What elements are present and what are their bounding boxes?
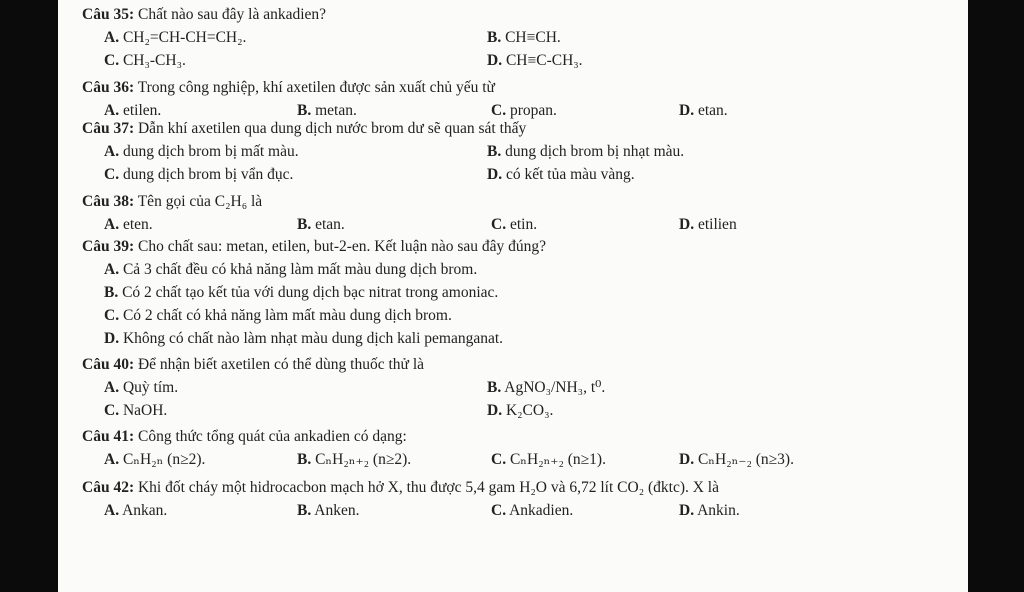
question-text: Cho chất sau: metan, etilen, but-2-en. Kết luận nào sau đây đúng? — [137, 238, 547, 255]
option-text: CH₃-CH₃. — [122, 52, 186, 69]
option-text: eten. — [122, 216, 153, 233]
option-d — [104, 330, 503, 348]
option-text: CH≡CH. — [505, 29, 561, 46]
option-b — [104, 284, 498, 302]
option-label: A. — [104, 216, 120, 233]
option-text: CₙH₂ₙ₋₂ (n≥3). — [697, 451, 794, 468]
option-text: Ankin. — [697, 502, 740, 519]
option-text: Cả 3 chất đều có khả năng làm mất màu dung dịch brom. — [122, 261, 478, 278]
option-b — [297, 451, 411, 469]
option-label: C. — [491, 102, 507, 119]
option-label: B. — [487, 29, 502, 46]
option-b — [487, 29, 561, 47]
option-b — [487, 143, 684, 161]
question-text: Công thức tổng quát của ankadien có dạng: — [137, 428, 407, 445]
option-b — [487, 379, 605, 397]
option-b — [297, 102, 357, 120]
question-text: Khi đốt cháy một hidrocacbon mạch hở X, thu được 5,4 gam H₂O và 6,72 lít CO₂ (đktc). X là — [137, 479, 719, 496]
option-label: D. — [679, 102, 695, 119]
option-text: dung dịch brom bị mất màu. — [122, 143, 299, 160]
option-text: etan. — [315, 216, 345, 233]
option-label: D. — [679, 216, 695, 233]
question-number: Câu 38: — [82, 193, 135, 210]
option-label: D. — [679, 502, 695, 519]
option-text: etilien — [697, 216, 737, 233]
option-label: A. — [104, 102, 120, 119]
question-38 — [82, 193, 262, 211]
option-label: B. — [487, 379, 502, 396]
option-c — [104, 52, 186, 70]
option-text: etan. — [697, 102, 728, 119]
option-text: Không có chất nào làm nhạt màu dung dịch kali pemanganat. — [122, 330, 504, 347]
option-label: A. — [104, 379, 120, 396]
option-label: D. — [679, 451, 695, 468]
option-text: CₙH₂ₙ₊₂ (n≥1). — [509, 451, 606, 468]
option-d — [487, 402, 553, 420]
option-d — [487, 166, 635, 184]
question-35 — [82, 6, 326, 24]
question-36 — [82, 79, 495, 97]
option-label: C. — [491, 216, 507, 233]
option-text: etin. — [509, 216, 538, 233]
option-label: B. — [297, 502, 312, 519]
option-label: B. — [297, 451, 312, 468]
question-number: Câu 36: — [82, 79, 135, 96]
option-label: B. — [487, 143, 502, 160]
option-text: propan. — [509, 102, 557, 119]
option-label: C. — [491, 502, 507, 519]
option-label: C. — [491, 451, 507, 468]
option-c — [104, 307, 452, 325]
option-text: Có 2 chất tạo kết tủa với dung dịch bạc nitrat trong amoniac. — [122, 284, 499, 301]
option-text: NaOH. — [122, 402, 168, 419]
option-text: CₙH₂ₙ₊₂ (n≥2). — [315, 451, 412, 468]
option-text: K₂CO₃. — [505, 402, 554, 419]
question-text: Để nhận biết axetilen có thể dùng thuốc thử là — [137, 356, 425, 373]
option-c — [491, 102, 557, 120]
option-text: Anken. — [314, 502, 360, 519]
option-text: dung dịch brom bị nhạt màu. — [505, 143, 685, 160]
option-c — [104, 402, 167, 420]
option-a — [104, 102, 161, 120]
question-39 — [82, 238, 546, 256]
option-label: A. — [104, 29, 120, 46]
question-number: Câu 41: — [82, 428, 135, 445]
option-text: Ankadien. — [509, 502, 574, 519]
option-label: C. — [104, 52, 120, 69]
question-number: Câu 42: — [82, 479, 135, 496]
option-text: Có 2 chất có khả năng làm mất màu dung dịch brom. — [122, 307, 452, 324]
option-text: CH≡C-CH₃. — [505, 52, 583, 69]
option-text: AgNO₃/NH₃, t⁰. — [504, 379, 606, 396]
option-d — [679, 502, 740, 520]
exam-page — [58, 0, 968, 592]
option-text: Ankan. — [122, 502, 168, 519]
question-number: Câu 37: — [82, 120, 135, 137]
option-label: C. — [104, 307, 120, 324]
question-37 — [82, 120, 526, 138]
option-label: B. — [297, 216, 312, 233]
question-number: Câu 40: — [82, 356, 135, 373]
option-c — [491, 451, 606, 469]
option-a — [104, 143, 299, 161]
question-text: Chất nào sau đây là ankadien? — [137, 6, 327, 23]
option-text: dung dịch brom bị vẩn đục. — [122, 166, 294, 183]
option-a — [104, 216, 153, 234]
option-label: C. — [104, 402, 120, 419]
option-label: A. — [104, 451, 120, 468]
option-label: D. — [487, 402, 503, 419]
option-text: etilen. — [122, 102, 162, 119]
question-text: Tên gọi của C₂H₆ là — [137, 193, 263, 210]
option-c — [491, 216, 537, 234]
question-40 — [82, 356, 424, 374]
option-text: CH₂=CH-CH=CH₂. — [122, 29, 247, 46]
question-41 — [82, 428, 407, 446]
option-b — [297, 216, 345, 234]
option-a — [104, 29, 246, 47]
option-label: C. — [104, 166, 120, 183]
option-label: D. — [104, 330, 120, 347]
option-b — [297, 502, 359, 520]
question-42 — [82, 479, 719, 497]
option-label: A. — [104, 143, 120, 160]
option-d — [679, 216, 737, 234]
option-label: B. — [104, 284, 119, 301]
option-text: CₙH₂ₙ (n≥2). — [122, 451, 206, 468]
option-c — [104, 166, 293, 184]
option-d — [487, 52, 583, 70]
option-d — [679, 451, 794, 469]
question-number: Câu 35: — [82, 6, 135, 23]
option-text: Quỳ tím. — [122, 379, 179, 396]
question-text: Trong công nghiệp, khí axetilen được sản xuất chủ yếu từ — [137, 79, 495, 96]
option-a — [104, 451, 205, 469]
option-c — [491, 502, 573, 520]
question-text: Dẫn khí axetilen qua dung dịch nước brom dư sẽ quan sát thấy — [137, 120, 527, 137]
option-label: A. — [104, 261, 120, 278]
option-d — [679, 102, 728, 120]
option-label: B. — [297, 102, 312, 119]
option-a — [104, 502, 167, 520]
question-number: Câu 39: — [82, 238, 135, 255]
option-text: có kết tủa màu vàng. — [505, 166, 635, 183]
option-text: metan. — [315, 102, 357, 119]
option-a — [104, 261, 477, 279]
option-a — [104, 379, 178, 397]
option-label: D. — [487, 52, 503, 69]
option-label: D. — [487, 166, 503, 183]
option-label: A. — [104, 502, 120, 519]
